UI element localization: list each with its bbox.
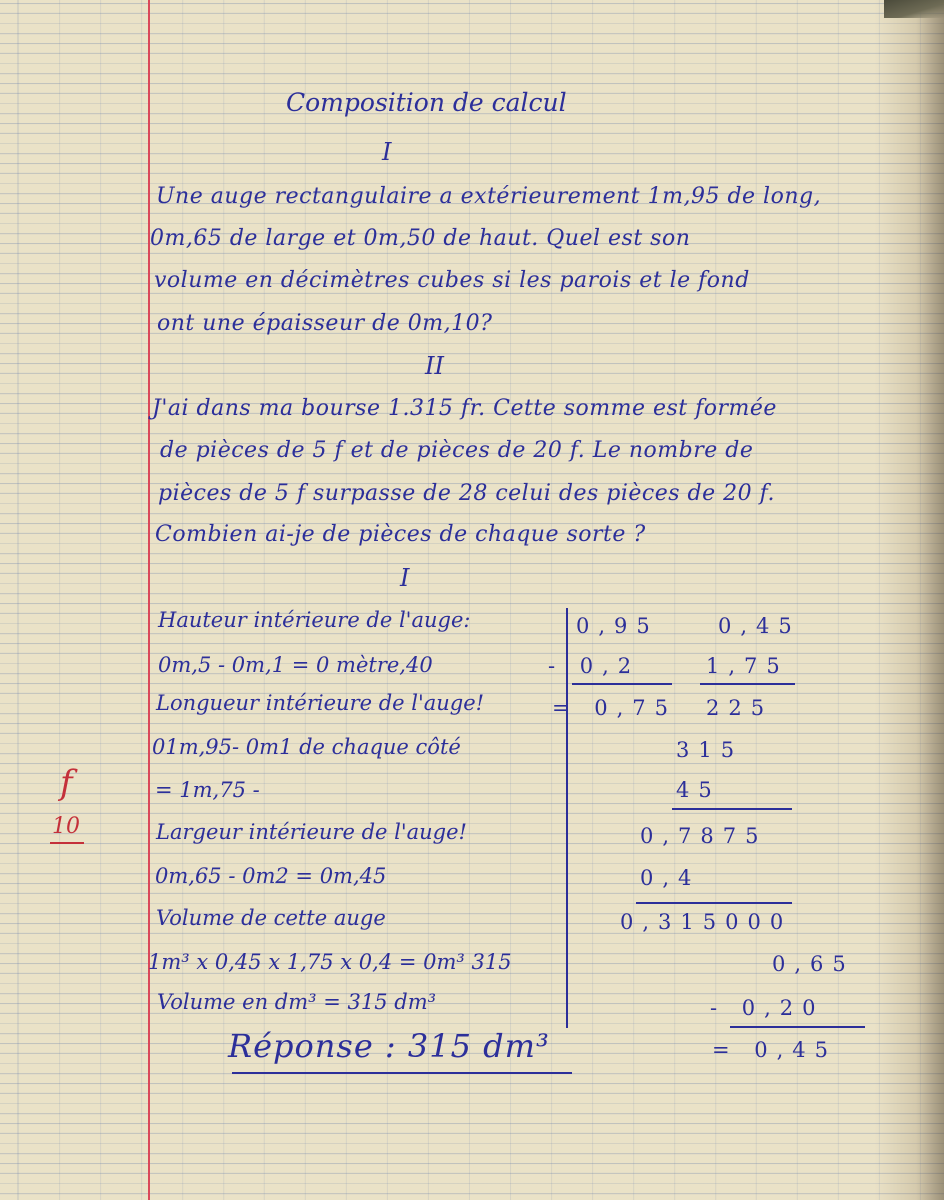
calc-rule <box>700 683 795 685</box>
calc-multiplication: 0,315000 <box>620 910 793 934</box>
problem-1-line: Une auge rectangulaire a extérieurement 1m,95 de long, <box>156 184 822 209</box>
problem-1-line: ont une épaisseur de 0m,10? <box>157 311 493 336</box>
problem-2-line: pièces de 5 f surpasse de 28 celui des pièces de 20 f. <box>158 481 775 506</box>
page-title: Composition de calcul <box>286 88 567 117</box>
problem-2-line: de pièces de 5 f et de pièces de 20 f. Le nombre de <box>160 438 754 463</box>
problem-2-line: Combien ai-je de pièces de chaque sorte ? <box>155 522 646 547</box>
solution-line: = 1m,75 - <box>155 778 260 802</box>
solution-number: I <box>400 564 410 592</box>
calc-subtraction-2: - 0,20 <box>710 996 825 1020</box>
grade-underline <box>50 842 84 844</box>
problem-2-number: II <box>425 352 444 380</box>
calc-multiplication: 0,4 <box>640 866 701 890</box>
calc-subtraction-1: 0,95 <box>576 614 659 638</box>
red-margin-line <box>148 0 150 1200</box>
calc-rule <box>636 902 792 904</box>
answer-underline <box>232 1072 572 1074</box>
solution-line: 0m,65 - 0m2 = 0m,45 <box>155 864 387 888</box>
calc-rule <box>672 808 792 810</box>
solution-line: Longueur intérieure de l'auge! <box>156 691 485 715</box>
solution-line: 1m³ x 0,45 x 1,75 x 0,4 = 0m³ 315 <box>148 950 512 974</box>
calc-subtraction-2: = 0,45 <box>712 1038 838 1062</box>
calc-rule <box>730 1026 865 1028</box>
calc-subtraction-1: - 0,2 <box>548 654 641 678</box>
solution-line: Largeur intérieure de l'auge! <box>156 820 467 844</box>
grade-mark: f <box>60 763 73 803</box>
grade-score: 10 <box>52 814 80 839</box>
calc-multiplication: 0,7875 <box>640 824 768 848</box>
page-edge-shadow <box>874 0 944 1200</box>
solution-line: Volume de cette auge <box>156 906 386 930</box>
solution-line: Volume en dm³ = 315 dm³ <box>157 990 437 1014</box>
problem-1-line: volume en décimètres cubes si les parois et le fond <box>154 268 750 293</box>
problem-1-line: 0m,65 de large et 0m,50 de haut. Quel est son <box>150 226 691 251</box>
problem-2-line: J'ai dans ma bourse 1.315 fr. Cette somme est formée <box>152 396 777 421</box>
answer: Réponse : 315 dm³ <box>228 1027 550 1065</box>
calc-rule <box>572 683 672 685</box>
calc-multiplication: 45 <box>676 778 721 802</box>
page-corner-shadow <box>884 0 944 18</box>
calc-subtraction-1: = 0,75 <box>552 696 678 720</box>
calc-subtraction-2: 0,65 <box>772 952 855 976</box>
calc-multiplication: 1,75 <box>706 654 789 678</box>
solution-line: 01m,95- 0m1 de chaque côté <box>152 735 461 759</box>
calc-multiplication: 225 <box>706 696 774 720</box>
calc-multiplication: 0,45 <box>718 614 801 638</box>
calc-multiplication: 315 <box>676 738 744 762</box>
solution-line: 0m,5 - 0m,1 = 0 mètre,40 <box>158 653 433 677</box>
solution-line: Hauteur intérieure de l'auge: <box>158 608 471 632</box>
problem-1-number: I <box>382 138 392 166</box>
